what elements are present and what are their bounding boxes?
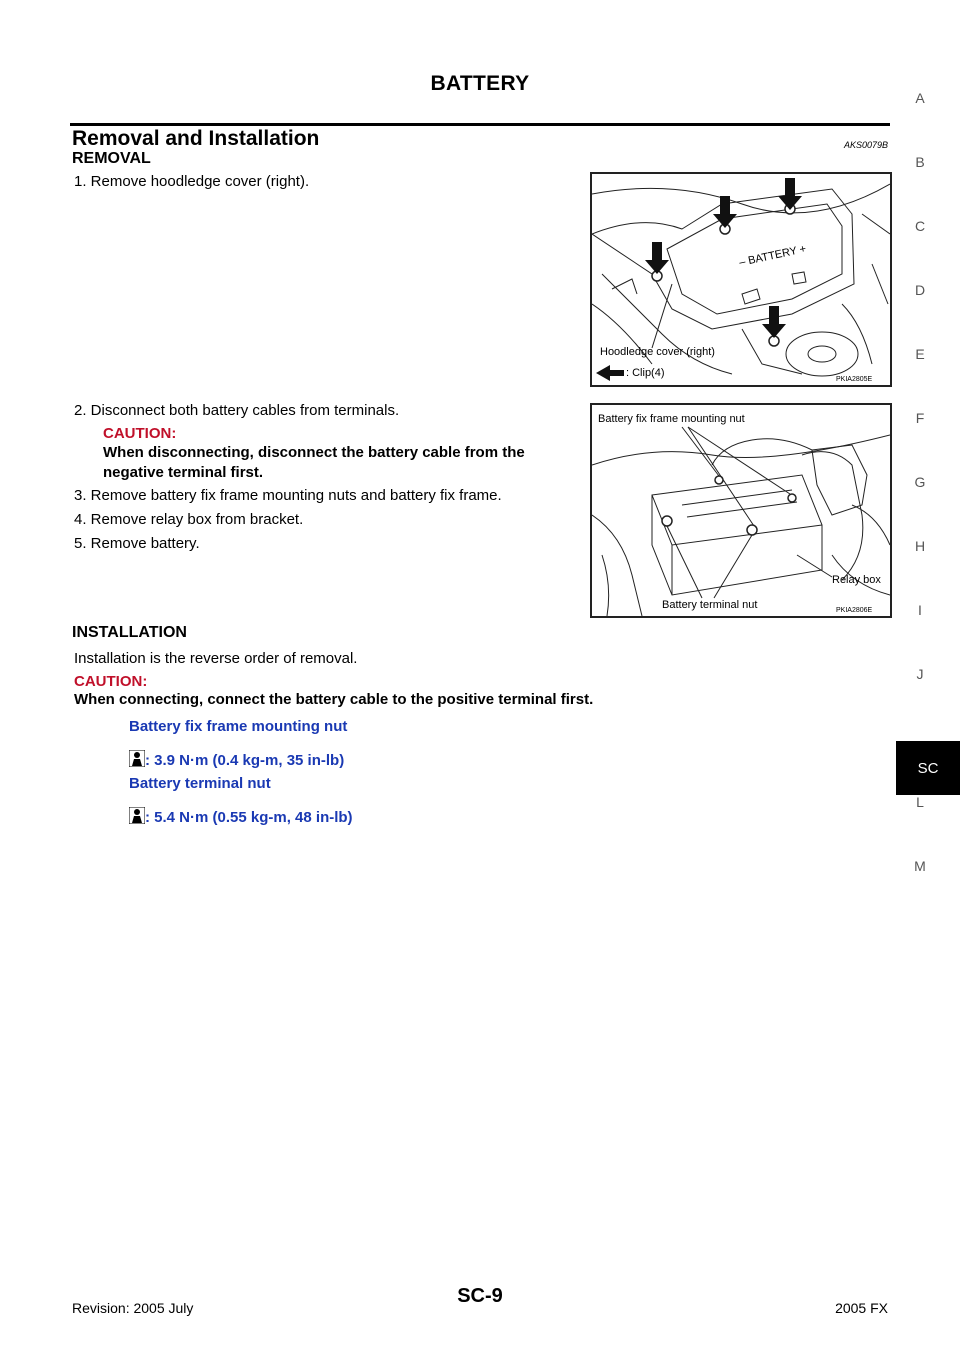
- hoodledge-cover-figure: [590, 172, 892, 387]
- removal-caution-line-1: When disconnecting, disconnect the battery cable from the: [103, 444, 525, 461]
- battery-illustration: [592, 405, 890, 616]
- side-index-m[interactable]: M: [914, 858, 926, 874]
- removal-step-3: 3. Remove battery fix frame mounting nuts and battery fix frame.: [74, 487, 502, 504]
- spec-terminal-nut-name: Battery terminal nut: [129, 775, 271, 792]
- battery-cover-text: – BATTERY +: [738, 243, 808, 269]
- installation-caution-text: When connecting, connect the battery cable to the positive terminal first.: [74, 691, 594, 708]
- page-title: BATTERY: [430, 72, 530, 95]
- side-index-j[interactable]: J: [916, 666, 924, 682]
- figure2-code: PKIA2806E: [836, 607, 873, 614]
- removal-step-2: 2. Disconnect both battery cables from terminals.: [74, 402, 400, 419]
- torque-wrench-icon: [129, 807, 145, 824]
- footer-revision: Revision: 2005 July: [72, 1300, 194, 1316]
- relay-box-label: Relay box: [832, 574, 881, 586]
- spec-terminal-nut-row: [129, 807, 353, 826]
- spec-frame-nut-row: [129, 750, 344, 769]
- side-index-c[interactable]: C: [914, 218, 926, 234]
- removal-caution-label: CAUTION:: [103, 425, 177, 442]
- section-title: Removal and Installation: [72, 127, 320, 150]
- footer-model: 2005 FX: [835, 1300, 888, 1316]
- side-index-b[interactable]: B: [915, 154, 925, 170]
- side-index-f[interactable]: F: [915, 410, 925, 426]
- installation-heading: INSTALLATION: [72, 624, 187, 641]
- header-rule: [70, 123, 890, 126]
- arrow-down-icon: [762, 306, 786, 338]
- arrow-down-icon: [645, 242, 669, 274]
- side-index-e[interactable]: E: [915, 346, 925, 362]
- installation-text: Installation is the reverse order of removal.: [74, 650, 358, 667]
- installation-caution-label: CAUTION:: [74, 673, 148, 690]
- removal-step-5: 5. Remove battery.: [74, 535, 200, 552]
- hoodledge-cover-label: Hoodledge cover (right): [600, 346, 715, 358]
- spec-frame-nut-name: Battery fix frame mounting nut: [129, 718, 348, 735]
- frame-nut-label: Battery fix frame mounting nut: [598, 413, 745, 425]
- spec-frame-nut-value: : 3.9 N·m (0.4 kg-m, 35 in-lb): [145, 752, 345, 769]
- removal-step-1: 1. Remove hoodledge cover (right).: [74, 173, 310, 190]
- removal-caution-line-2: negative terminal first.: [103, 464, 264, 481]
- figure1-code: PKIA2805E: [836, 376, 873, 383]
- side-index-sc-active[interactable]: SC: [896, 741, 960, 795]
- side-index-l[interactable]: L: [916, 794, 924, 810]
- terminal-nut-label: Battery terminal nut: [662, 599, 758, 611]
- torque-wrench-icon: [129, 750, 145, 767]
- clip-legend-label: : Clip(4): [626, 367, 665, 379]
- removal-heading: REMOVAL: [72, 150, 151, 167]
- arrow-left-icon: [596, 365, 624, 381]
- side-index-i[interactable]: I: [918, 602, 922, 618]
- removal-step-4: 4. Remove relay box from bracket.: [74, 511, 304, 528]
- battery-figure: [590, 403, 892, 618]
- spec-terminal-nut-value: : 5.4 N·m (0.55 kg-m, 48 in-lb): [145, 809, 353, 826]
- section-code: AKS0079B: [843, 140, 888, 150]
- side-index-g[interactable]: G: [914, 474, 926, 490]
- side-index-d[interactable]: D: [914, 282, 926, 298]
- hoodledge-cover-illustration: [592, 174, 890, 385]
- side-index-h[interactable]: H: [914, 538, 926, 554]
- footer-page-number: SC-9: [457, 1285, 503, 1307]
- side-index-a[interactable]: A: [915, 90, 925, 106]
